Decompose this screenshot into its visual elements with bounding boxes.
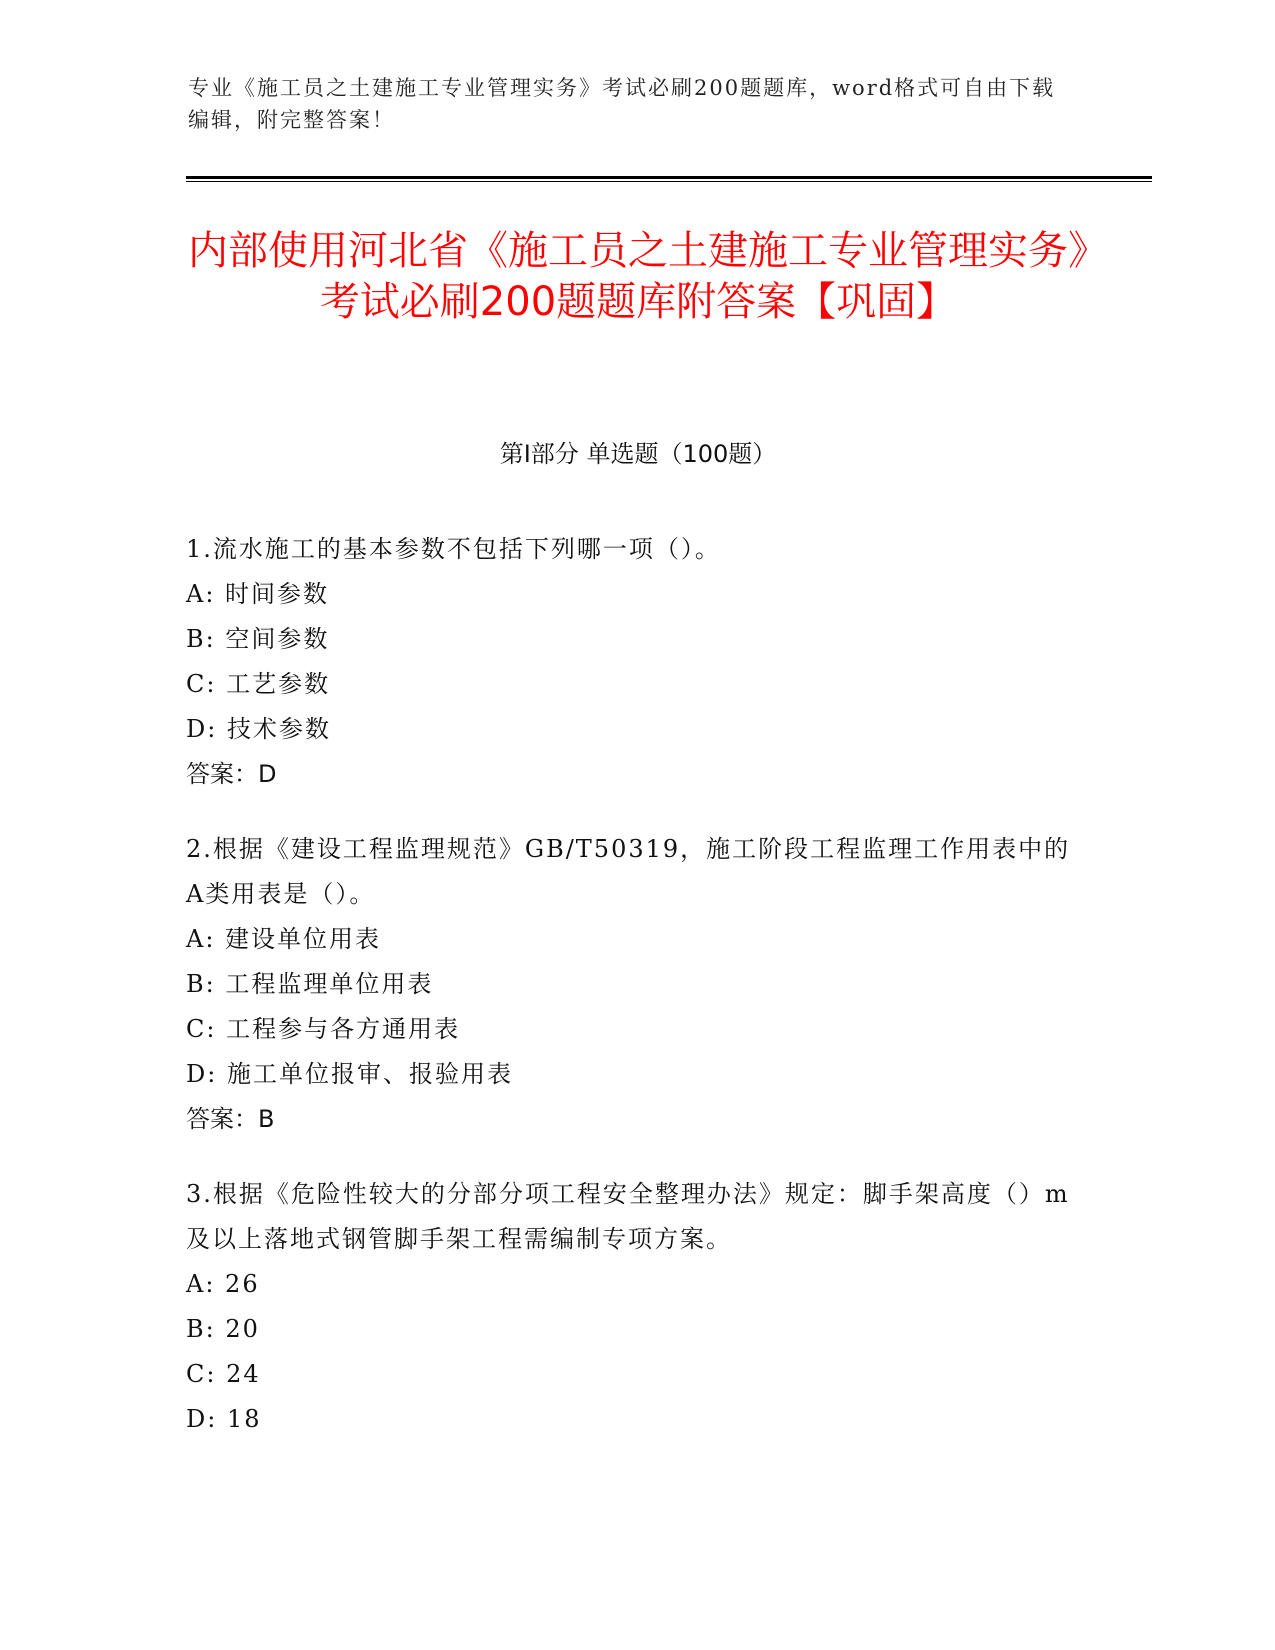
answer: 答案：B bbox=[186, 1105, 275, 1133]
question-3 bbox=[186, 1172, 1086, 1442]
option-d: D: 施工单位报审、报验用表 bbox=[186, 1060, 513, 1088]
option-a: A: 建设单位用表 bbox=[186, 925, 382, 953]
header-note: 专业《施工员之土建施工专业管理实务》考试必刷200题题库，word格式可自由下载编辑，附完整答案！ bbox=[188, 76, 1056, 132]
section-title: 第I部分 单选题（100题） bbox=[499, 440, 777, 468]
document-title: 内部使用河北省《施工员之土建施工专业管理实务》考试必刷200题题库附答案【巩固】 bbox=[188, 228, 1088, 325]
question-stem: 1.流水施工的基本参数不包括下列哪一项（）。 bbox=[186, 535, 721, 563]
header-divider-thin bbox=[186, 181, 1152, 182]
question-stem: 3.根据《危险性较大的分部分项工程安全整理办法》规定：脚手架高度（）m及以上落地式钢管脚手架工程需编制专项方案。 bbox=[186, 1180, 1070, 1253]
answer: 答案：D bbox=[186, 760, 277, 788]
option-c: C: 24 bbox=[186, 1360, 261, 1388]
question-stem: 2.根据《建设工程监理规范》GB/T50319，施工阶段工程监理工作用表中的A类用表是（）。 bbox=[186, 835, 1071, 908]
question-1 bbox=[186, 527, 1086, 797]
header-divider-thick bbox=[186, 176, 1152, 179]
option-d: D: 18 bbox=[186, 1405, 262, 1433]
option-b: B: 20 bbox=[186, 1315, 260, 1343]
question-2 bbox=[186, 827, 1086, 1142]
option-b: B: 工程监理单位用表 bbox=[186, 970, 434, 998]
option-c: C: 工艺参数 bbox=[186, 670, 331, 698]
question-list bbox=[186, 527, 1086, 1472]
option-a: A: 时间参数 bbox=[186, 580, 330, 608]
option-a: A: 26 bbox=[186, 1270, 260, 1298]
option-d: D: 技术参数 bbox=[186, 715, 331, 743]
option-c: C: 工程参与各方通用表 bbox=[186, 1015, 461, 1043]
option-b: B: 空间参数 bbox=[186, 625, 330, 653]
